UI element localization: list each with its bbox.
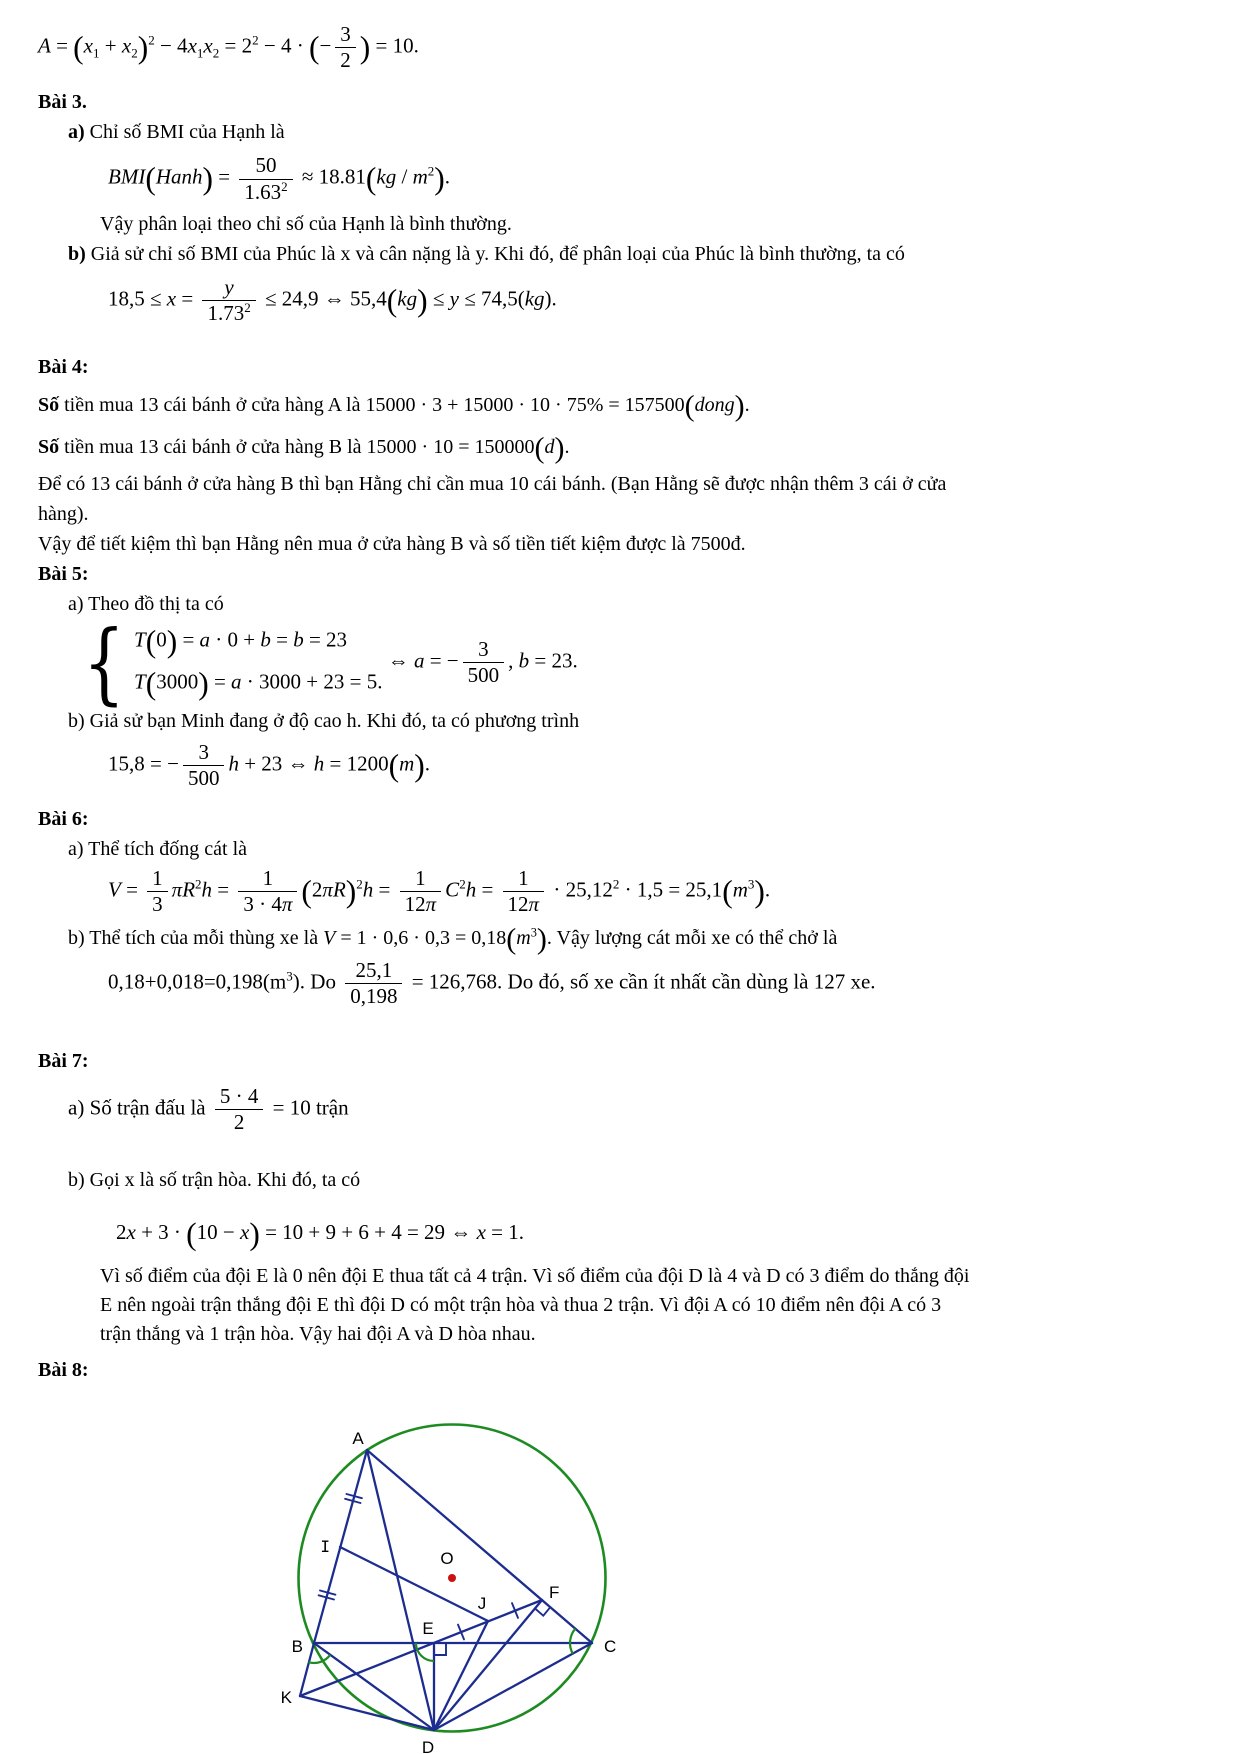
rn-run: b) Thể tích của mỗi thùng xe là xyxy=(68,926,324,949)
rn-run: Để có 13 cái bánh ở cửa hàng B thì bạn Hằng chỉ cần mua 10 cái bánh. (Bạn Hằng sẽ được nhận thêm 3 cái ở cửa xyxy=(38,472,947,495)
it-run: BMI xyxy=(108,164,146,189)
it-run: x xyxy=(83,33,93,58)
point-label-K: K xyxy=(280,1688,292,1707)
it-run: a xyxy=(199,627,211,652)
it-run: V xyxy=(323,926,336,949)
segment-DF xyxy=(434,1600,542,1730)
big-run: ( xyxy=(73,29,84,65)
rn-run: − 4 · xyxy=(258,33,309,58)
big-run: ( xyxy=(365,161,377,197)
rn-run: ). xyxy=(544,286,557,311)
rn-run: Giả sử chỉ số BMI của Phúc là x và cân nặng là y. Khi đó, để phân loại của Phúc là bình thường, ta có xyxy=(85,242,905,265)
rn-run: · 0 + xyxy=(210,627,261,652)
sub-run: 1 xyxy=(93,45,100,61)
sub-run: 2 xyxy=(131,45,138,61)
big-run: ( xyxy=(301,873,312,909)
big-run: ) xyxy=(536,922,547,956)
it-run: x xyxy=(187,33,197,58)
it-run: m xyxy=(412,164,428,189)
segment-AC xyxy=(367,1450,592,1643)
point-label-D: D xyxy=(421,1738,435,1754)
it-run: x xyxy=(240,1220,250,1245)
rn-run: 3 · 4 xyxy=(243,891,282,916)
rn-run: − xyxy=(319,33,332,58)
it-run: π xyxy=(425,891,437,916)
segment-DK xyxy=(300,1696,434,1730)
point-label-F: F xyxy=(549,1583,560,1602)
rn-run: Vậy phân loại theo chỉ số của Hạnh là bình thường. xyxy=(100,212,512,235)
rn-run: tiền mua 13 cái bánh ở cửa hàng B là 15000 · 10 = 150000 xyxy=(59,435,535,458)
rn-run: · 3000 + 23 = 5. xyxy=(241,669,383,694)
sup-run: 2 xyxy=(612,876,620,891)
rn-run: . xyxy=(424,751,431,776)
it-run: V xyxy=(108,877,121,901)
rn-run: + 23 ⇔ xyxy=(238,751,314,776)
rn-run: 2 xyxy=(233,1109,245,1134)
rn-run: . Vậy lượng cát mỗi xe có thể chở là xyxy=(546,926,838,949)
rn-run: b) Giả sử bạn Minh đang ở độ cao h. Khi đó, ta có phương trình xyxy=(68,710,580,733)
it-run: h xyxy=(465,877,477,901)
it-run: R xyxy=(182,877,196,901)
it-run: x xyxy=(203,33,213,58)
rn-run: 12 xyxy=(404,891,426,916)
rn-run: + 3 · xyxy=(135,1220,187,1245)
rn-run: = 10. xyxy=(370,33,419,58)
rn-run: = xyxy=(50,33,74,58)
rn-run: = xyxy=(177,627,200,652)
big-run: ) xyxy=(345,873,357,909)
it-run: A xyxy=(38,33,51,58)
bd-run: Bài 6: xyxy=(38,807,89,830)
rn-run: 18,5 ≤ xyxy=(108,286,167,311)
rn-run: 1.73 xyxy=(207,300,245,325)
it-run: x xyxy=(476,1220,486,1245)
it-run: b xyxy=(518,648,530,673)
it-run: h xyxy=(362,877,374,901)
rn-run: 2 xyxy=(340,48,351,73)
rn-run: + xyxy=(99,33,122,58)
rn-run: 1 xyxy=(262,865,274,890)
it-run: π xyxy=(528,891,540,916)
it-run: b xyxy=(260,627,271,652)
sup-run: 2 xyxy=(148,32,155,48)
rn-run: 3 xyxy=(152,891,163,916)
rn-run: 1 xyxy=(152,865,163,890)
rn-run: = 1200 xyxy=(324,751,389,776)
rn-run: − 4 xyxy=(154,33,188,58)
big-run: ( xyxy=(145,161,156,197)
it-run: kg xyxy=(397,286,418,311)
it-run: x xyxy=(121,33,132,58)
segment-DC xyxy=(434,1643,592,1730)
segment-KF xyxy=(300,1600,542,1696)
rn-run: 5 · 4 xyxy=(219,1083,259,1108)
rn-run: / xyxy=(396,164,413,189)
point-labels-group xyxy=(281,1429,617,1754)
big-run: ) xyxy=(359,29,371,65)
big-run: ) xyxy=(734,389,745,423)
rn-run: 1.63 xyxy=(244,179,282,204)
big-run: ( xyxy=(722,873,733,909)
rn-run: 50 xyxy=(255,153,277,178)
point-label-E: E xyxy=(422,1619,434,1638)
rn-run: = 23. xyxy=(529,648,578,673)
rn-run: = 1 · 0,6 · 0,3 = 0,18 xyxy=(335,926,507,949)
rn-run: a) Thể tích đống cát là xyxy=(68,837,248,860)
rn-run: 0,18+0,018=0,198(m xyxy=(108,969,287,994)
big-run: ( xyxy=(386,282,398,318)
rn-run: ⇔ xyxy=(382,648,414,673)
rn-run: ≤ 74,5( xyxy=(458,286,525,311)
rn-run: . xyxy=(744,394,750,417)
rn-run: = 10 + 9 + 6 + 4 = 29 ⇔ xyxy=(259,1220,477,1245)
it-run: T xyxy=(134,627,146,652)
rn-run: Vậy để tiết kiệm thì bạn Hằng nên mua ở cửa hàng B và số tiền tiết kiệm được là 7500đ. xyxy=(38,532,746,555)
sub-run: 2 xyxy=(212,45,220,61)
it-run: π xyxy=(171,877,183,901)
bd-run: Bài 7: xyxy=(38,1049,89,1072)
rn-run: ≤ xyxy=(427,286,450,311)
rn-run: . xyxy=(564,435,570,458)
big-run: ( xyxy=(506,922,517,956)
rn-run: , xyxy=(508,648,519,673)
segment-IJ xyxy=(340,1547,488,1621)
rn-run: = 2 xyxy=(219,33,253,58)
big-run: ( xyxy=(684,389,695,423)
bd-run: Bài 5: xyxy=(38,562,89,585)
rn-run: . Do đó, số xe cần ít nhất cần dùng là 127 xe. xyxy=(497,969,876,994)
sup-run: 2 xyxy=(244,299,251,315)
rn-run: = 1. xyxy=(485,1220,524,1245)
bd-run: a) xyxy=(68,121,85,144)
big-run: ) xyxy=(754,873,765,909)
br-run: { xyxy=(83,610,125,714)
big-run: ) xyxy=(414,748,425,784)
point-label-I: I xyxy=(320,1537,330,1556)
big-run: ) xyxy=(249,1216,260,1252)
it-run: h xyxy=(228,751,239,776)
rn-run: Chỉ số BMI của Hạnh là xyxy=(84,121,285,144)
rn-run: 2 xyxy=(311,877,323,901)
bd-run: b) xyxy=(68,242,86,265)
rn-run: = xyxy=(212,877,235,901)
it-run: b xyxy=(293,627,304,652)
sup-run: 3 xyxy=(530,925,537,940)
rn-run: 15,8 = − xyxy=(108,751,179,776)
rn-run: 3 xyxy=(478,636,489,661)
rn-run: 12 xyxy=(507,891,529,916)
rn-run: ≈ 18.81 xyxy=(296,164,366,189)
big-run: ) xyxy=(137,29,149,65)
rn-run: ≤ 24,9 ⇔ 55,4 xyxy=(259,286,387,311)
point-label-A: A xyxy=(352,1429,364,1448)
it-run: y xyxy=(224,274,234,299)
sub-run: 1 xyxy=(196,45,204,61)
rn-run: hàng). xyxy=(38,502,89,525)
rn-run: = 23 xyxy=(303,627,348,652)
sup-run: 2 xyxy=(427,163,435,179)
big-run: ( xyxy=(145,665,157,701)
it-run: m xyxy=(399,751,415,776)
big-run: ) xyxy=(417,282,428,318)
rn-run: 25,1 xyxy=(355,958,393,983)
big-run: ) xyxy=(198,665,209,701)
rn-run: b) Gọi x là số trận hòa. Khi đó, ta có xyxy=(68,1169,361,1192)
rn-run: · 1,5 = 25,1 xyxy=(619,877,723,901)
rn-run: 2 xyxy=(116,1220,127,1245)
rn-run: = xyxy=(120,877,144,901)
big-run: ) xyxy=(202,161,213,197)
it-run: π xyxy=(281,891,293,916)
sup-run: 2 xyxy=(281,178,288,194)
right-angle-mark-E xyxy=(434,1643,446,1655)
it-run: x xyxy=(166,286,177,311)
it-run: d xyxy=(544,435,555,458)
rn-run: . xyxy=(444,164,450,189)
rn-run: 3 xyxy=(340,22,351,46)
point-label-O: O xyxy=(440,1549,454,1568)
rn-run: 1 xyxy=(518,865,529,890)
it-run: kg xyxy=(524,286,545,311)
bd-run: Bài 8: xyxy=(38,1358,89,1381)
rn-run: = xyxy=(176,286,199,311)
sup-run: 3 xyxy=(747,876,755,891)
it-run: R xyxy=(332,877,346,901)
rn-run: . xyxy=(764,877,771,901)
it-run: m xyxy=(732,877,748,901)
bd-run: Bài 4: xyxy=(38,356,89,379)
point-label-C: C xyxy=(604,1637,617,1656)
rn-run: 10 − xyxy=(196,1220,241,1245)
angle-arcs-group xyxy=(309,1629,576,1663)
angle-arc-C xyxy=(570,1629,575,1654)
right-angle-mark-F xyxy=(535,1607,550,1616)
big-run: ( xyxy=(388,748,400,784)
sup-run: 2 xyxy=(356,876,363,891)
it-run: kg xyxy=(376,164,397,189)
it-run: a xyxy=(413,648,425,673)
sup-run: 2 xyxy=(252,32,259,48)
sup-run: 2 xyxy=(459,876,466,891)
bd-run: Bài 3. xyxy=(38,91,87,114)
rn-run: tiền mua 13 cái bánh ở cửa hàng A là 15000 · 3 + 15000 · 10 · 75% = 157500 xyxy=(59,394,685,417)
big-run: ( xyxy=(145,624,157,660)
point-label-J: J xyxy=(477,1594,487,1613)
sup-run: 3 xyxy=(286,968,293,984)
rn-run: 500 xyxy=(467,663,500,688)
rn-run: = xyxy=(270,627,294,652)
it-run: a xyxy=(231,669,242,694)
rn-run: a) Theo đồ thị ta có xyxy=(68,592,224,615)
rn-run: 3 xyxy=(198,740,209,765)
rn-run: = 126,768 xyxy=(406,969,498,994)
it-run: Hanh xyxy=(155,164,203,189)
big-run: ( xyxy=(308,29,320,65)
it-run: π xyxy=(322,877,333,901)
it-run: T xyxy=(134,669,146,694)
it-run: C xyxy=(445,877,460,901)
rn-run: 0,198 xyxy=(350,984,398,1009)
big-run: ) xyxy=(554,430,565,464)
it-run: h xyxy=(201,877,213,901)
big-run: ( xyxy=(186,1216,197,1252)
big-run: ) xyxy=(166,624,178,660)
it-run: dong xyxy=(694,394,735,417)
big-run: ) xyxy=(434,161,445,197)
rn-run: E nên ngoài trận thắng đội E thì đội D có một trận hòa và thua 2 trận. Vì đội A có 10 điểm nên đội A có 3 xyxy=(100,1293,942,1316)
rn-run: ). Do xyxy=(292,969,342,994)
rn-run: 3000 xyxy=(156,669,199,694)
rn-run: = 10 trận xyxy=(267,1095,349,1120)
rn-run: 500 xyxy=(187,766,220,791)
rn-run: = xyxy=(476,877,499,901)
it-run: y xyxy=(449,286,459,311)
rn-run: = − xyxy=(424,648,459,673)
bd-run: Số xyxy=(38,435,60,458)
rn-run: = xyxy=(213,164,236,189)
it-run: h xyxy=(313,751,325,776)
rn-run: 0 xyxy=(156,627,167,652)
sup-run: 2 xyxy=(195,876,202,891)
big-run: ( xyxy=(534,430,545,464)
rn-run: 1 xyxy=(415,865,426,890)
rn-run: a) Số trận đấu là xyxy=(68,1095,211,1120)
bd-run: Số xyxy=(38,394,60,417)
rn-run: = xyxy=(373,877,396,901)
rn-run: = xyxy=(208,669,232,694)
rn-run: trận thắng và 1 trận hòa. Vậy hai đội A và D hòa nhau. xyxy=(100,1322,536,1345)
it-run: m xyxy=(516,926,531,949)
rn-run: Vì số điểm của đội E là 0 nên đội E thua tất cả 4 trận. Vì số điểm của đội D là 4 và D có 3 điểm do thắng đội xyxy=(100,1264,970,1287)
rn-run: · 25,12 xyxy=(548,877,613,901)
it-run: x xyxy=(126,1220,136,1245)
center-point-O xyxy=(448,1574,456,1582)
point-label-B: B xyxy=(291,1637,303,1656)
